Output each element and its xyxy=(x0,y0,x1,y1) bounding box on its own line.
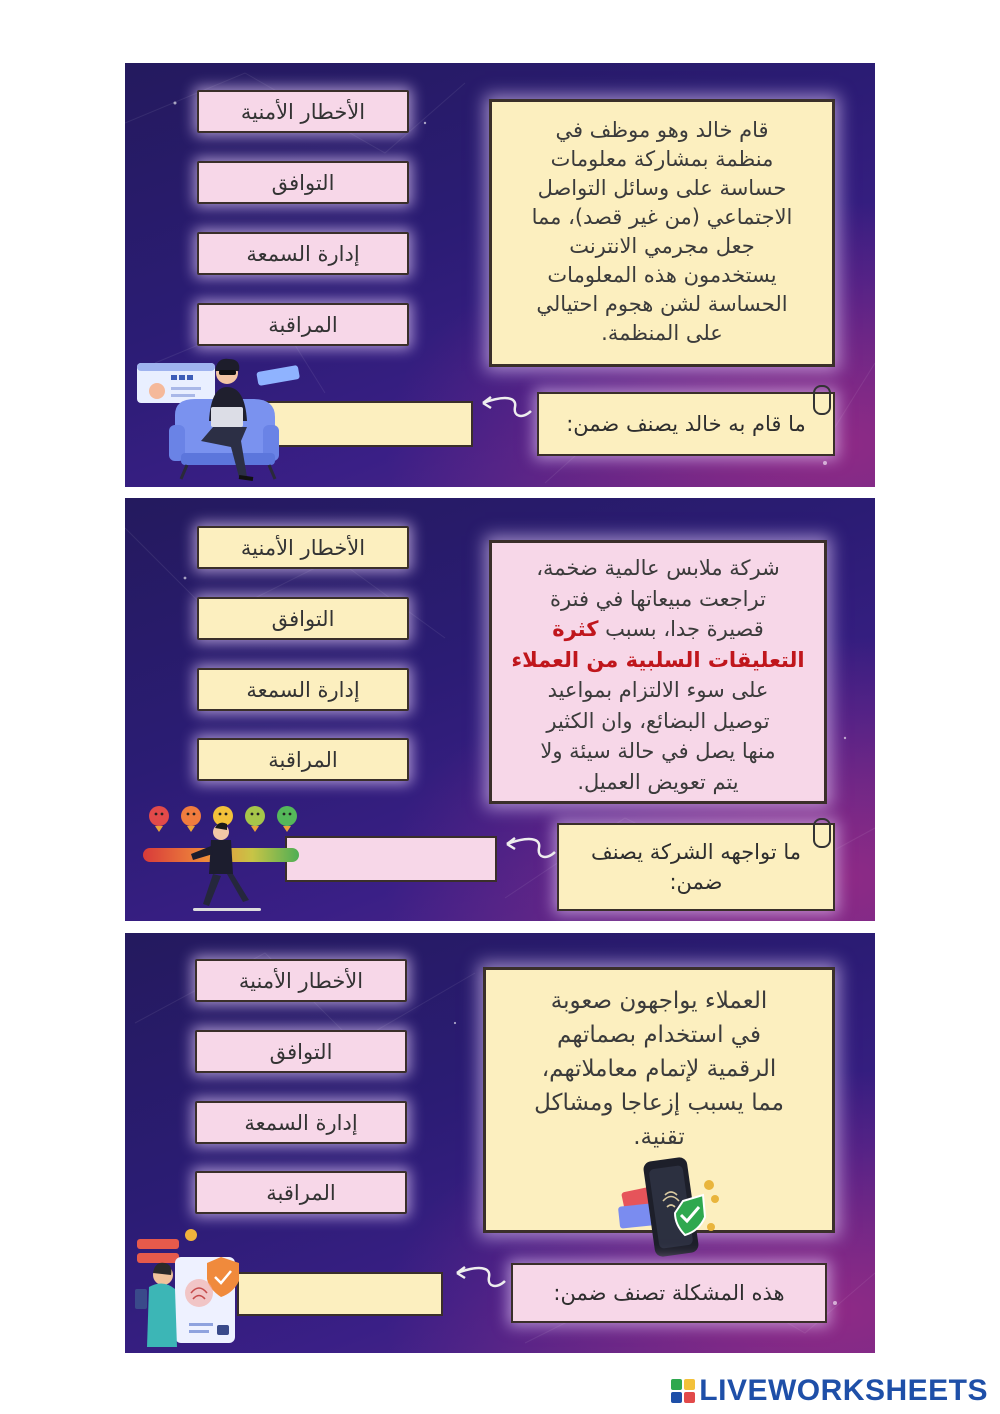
question-box xyxy=(511,1263,827,1323)
scenario-line: العملاء يواجهون صعوبة xyxy=(550,988,768,1014)
scenario-line: قام خالد وهو موظف في xyxy=(555,118,769,142)
question-box xyxy=(537,392,835,456)
question-text: ما قام به خالد يصنف ضمن: xyxy=(566,412,806,436)
fingerprint-phone-icon xyxy=(613,1155,725,1263)
scenario-card xyxy=(489,540,827,804)
option-compliance[interactable]: التوافق xyxy=(195,1030,407,1073)
biometric-security-icon xyxy=(129,1227,251,1353)
scenario-line: منظمة بمشاركة معلومات xyxy=(550,147,774,171)
scenario-line: حساسة على وسائل التواصل xyxy=(537,176,787,200)
scenario-line: الاجتماعي (من غير قصد)، مما xyxy=(531,205,793,229)
option-security-risks[interactable]: الأخطار الأمنية xyxy=(197,526,409,569)
scenario-line: مما يسبب إزعاجا ومشاكل xyxy=(534,1090,784,1116)
option-reputation-management[interactable]: إدارة السمعة xyxy=(197,668,409,711)
scenario-text-after: على سوء الالتزام بمواعيد توصيل البضائع، وان الكثير منها يصل في حالة سيئة ولا يتم تعويض العميل. xyxy=(540,678,776,794)
liveworksheets-logo-icon xyxy=(671,1379,695,1403)
scenario-line: في استخدام بصماتهم xyxy=(557,1022,761,1048)
worksheet-panel-2 xyxy=(125,498,875,921)
scenario-line: الرقمية لإتمام معاملاتهم، xyxy=(541,1056,777,1082)
question-text: ما تواجهه الشركة يصنف ضمن: xyxy=(590,840,802,894)
option-monitoring[interactable]: المراقبة xyxy=(197,738,409,781)
option-monitoring[interactable]: المراقبة xyxy=(197,303,409,346)
scenario-line: على المنظمة. xyxy=(601,321,723,345)
curved-arrow-icon xyxy=(451,1261,507,1291)
scenario-text-before: شركة ملابس عالمية ضخمة، تراجعت مبيعاتها في فترة قصيرة جدا، بسبب xyxy=(536,556,780,641)
curved-arrow-icon xyxy=(501,832,557,862)
option-monitoring[interactable]: المراقبة xyxy=(195,1171,407,1214)
option-reputation-management[interactable]: إدارة السمعة xyxy=(195,1101,407,1144)
worksheet-panel-3 xyxy=(125,933,875,1353)
scenario-line: الحساسة لشن هجوم احتيالي xyxy=(536,292,788,316)
scenario-line: يستخدمون هذه المعلومات xyxy=(547,263,777,287)
brand-name: LIVEWORKSHEETS xyxy=(699,1374,988,1407)
scenario-line: تقنية. xyxy=(633,1124,685,1150)
worksheet-panel-1 xyxy=(125,63,875,487)
question-box xyxy=(557,823,835,911)
curved-arrow-icon xyxy=(477,391,533,421)
option-compliance[interactable]: التوافق xyxy=(197,597,409,640)
scenario-line: جعل مجرمي الانترنت xyxy=(569,234,755,258)
option-security-risks[interactable]: الأخطار الأمنية xyxy=(197,90,409,133)
paperclip-icon xyxy=(813,818,831,848)
footer-brand xyxy=(671,1374,988,1408)
answer-drop-box[interactable] xyxy=(237,1272,443,1316)
customer-rating-slider-icon xyxy=(139,804,305,916)
option-reputation-management[interactable]: إدارة السمعة xyxy=(197,232,409,275)
option-security-risks[interactable]: الأخطار الأمنية xyxy=(195,959,407,1002)
scenario-highlight: كثرة التعليقات السلبية من العملاء xyxy=(511,617,805,672)
paperclip-icon xyxy=(813,385,831,415)
answer-drop-box[interactable] xyxy=(285,836,497,882)
question-text: هذه المشكلة تصنف ضمن: xyxy=(553,1281,785,1305)
scenario-text xyxy=(500,553,816,797)
hacker-on-sofa-icon xyxy=(135,355,305,483)
scenario-card xyxy=(489,99,835,367)
option-compliance[interactable]: التوافق xyxy=(197,161,409,204)
